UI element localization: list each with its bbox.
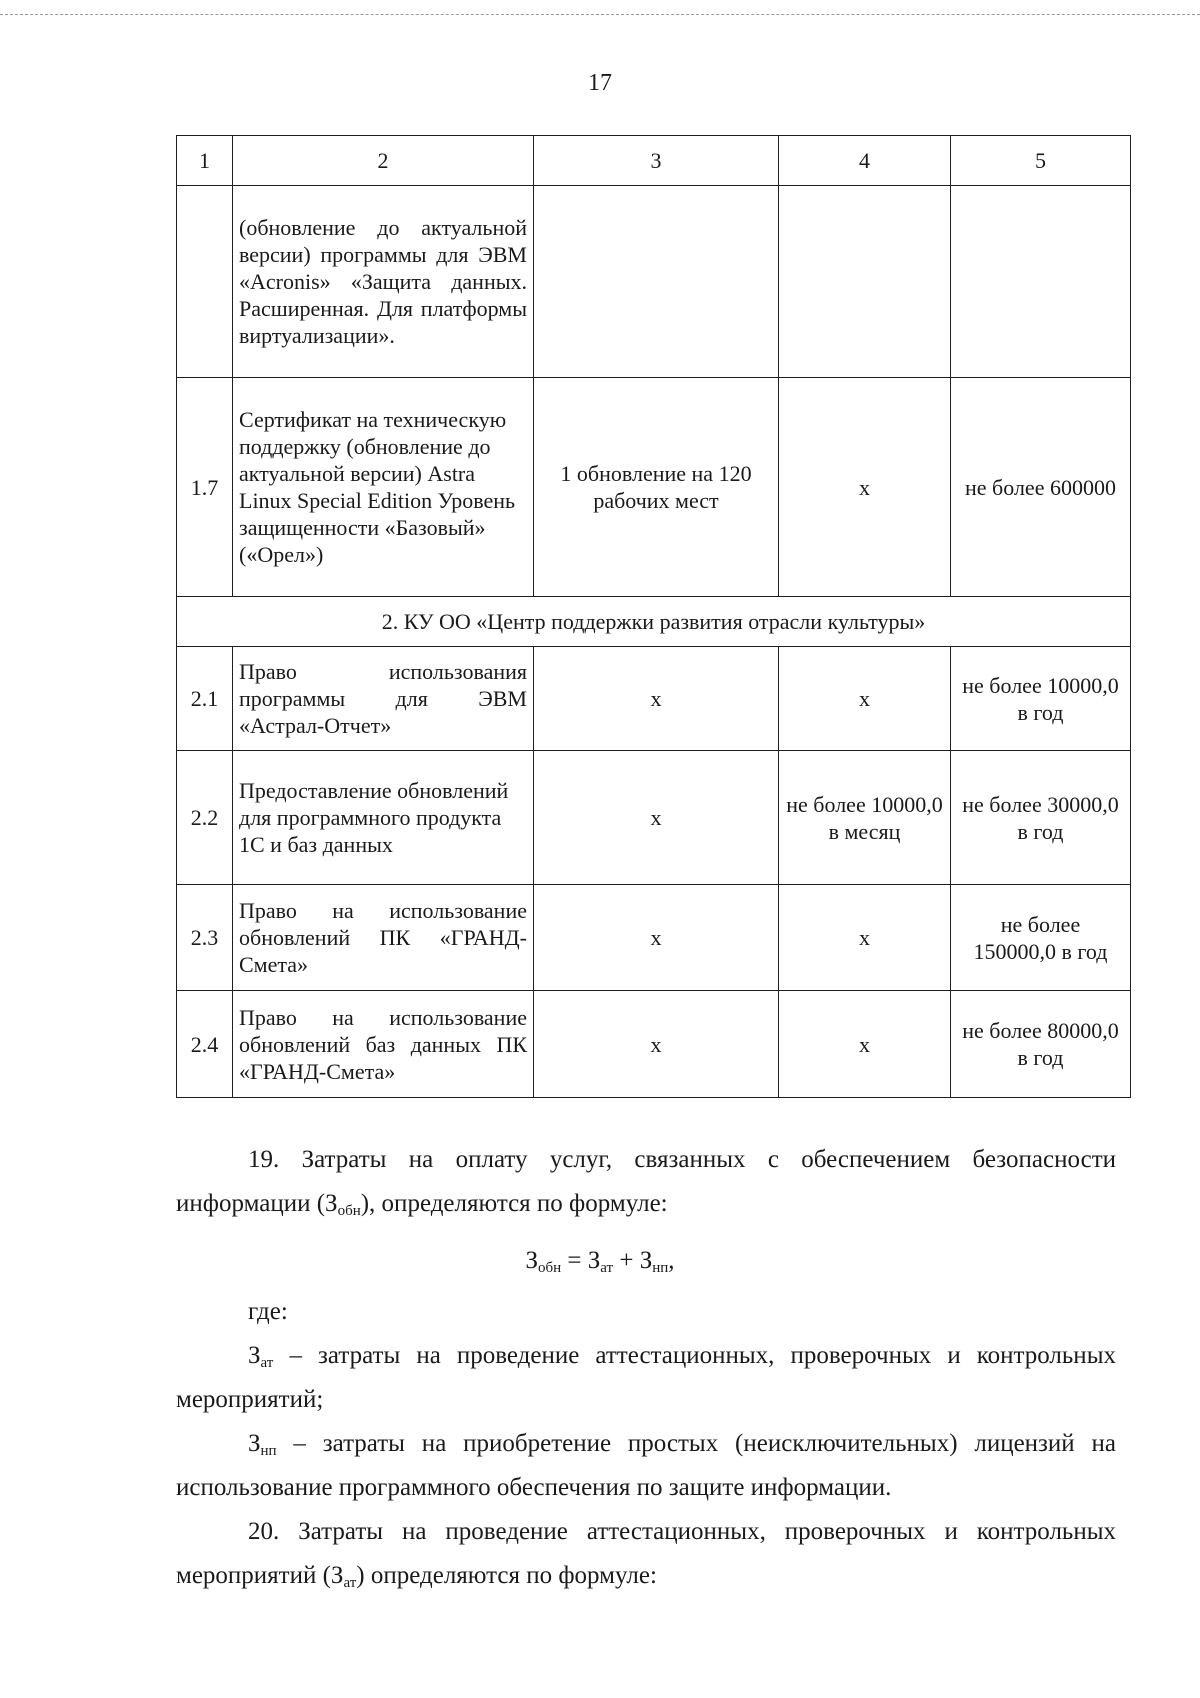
table-header-cell: 3 <box>534 136 779 186</box>
row-number <box>177 186 233 378</box>
row-col4: х <box>779 885 951 991</box>
table-header-cell: 4 <box>779 136 951 186</box>
row-name: Сертификат на техническую поддержку (обновление до актуальной версии) Astra Linux Special Edition Уровень защищенности «Базовый» («Орел») <box>233 378 534 597</box>
row-col4 <box>779 186 951 378</box>
definition-at <box>176 1334 1116 1422</box>
table-section-row <box>177 597 1131 647</box>
row-col4: не более 10000,0 в месяц <box>779 751 951 885</box>
row-name: Право на использование обновлений ПК «ГРАНД-Смета» <box>233 885 534 991</box>
row-col5: не более 10000,0 в год <box>951 647 1131 751</box>
paragraph-20-end: ) определяются по формуле: <box>356 1562 657 1589</box>
formula-end: , <box>668 1247 675 1274</box>
definition-at-subscript: ат <box>260 1355 274 1371</box>
table-header-cell: 5 <box>951 136 1131 186</box>
scan-edge-line <box>0 14 1200 15</box>
page-number: 17 <box>588 70 612 96</box>
definition-np-text: – затраты на приобретение простых (неисключительных) лицензий на использование программного обеспечения по защите информации. <box>176 1430 1116 1501</box>
row-number: 2.3 <box>177 885 233 991</box>
row-col5: не более 30000,0 в год <box>951 751 1131 885</box>
formula-eq: = З <box>561 1247 601 1274</box>
row-col5 <box>951 186 1131 378</box>
table-row <box>177 991 1131 1098</box>
table-header-cell: 2 <box>233 136 534 186</box>
paragraph-19-text: 19. Затраты на оплату услуг, связанных с обеспечением безопасности информации (З <box>176 1146 1116 1217</box>
paragraph-20 <box>176 1510 1116 1598</box>
formula-lhs: З <box>525 1247 538 1274</box>
row-quantity: х <box>534 885 779 991</box>
formula-plus: + З <box>613 1247 653 1274</box>
formula-lhs-subscript: обн <box>537 1260 562 1276</box>
table-row <box>177 378 1131 597</box>
definition-at-symbol: З <box>248 1342 261 1369</box>
definition-np-subscript: нп <box>260 1443 277 1459</box>
definition-np-symbol: З <box>248 1430 261 1457</box>
row-col5: не более 150000,0 в год <box>951 885 1131 991</box>
row-name: (обновление до актуальной версии) программы для ЭВМ «Acronis» «Защита данных. Расширенная. Для платформы виртуализации». <box>233 186 534 378</box>
where-label: где: <box>248 1298 288 1325</box>
row-number: 2.1 <box>177 647 233 751</box>
row-name: Предоставление обновлений для программного продукта 1С и баз данных <box>233 751 534 885</box>
row-quantity: 1 обновление на 120 рабочих мест <box>534 378 779 597</box>
table-row <box>177 885 1131 991</box>
row-name: Право на использование обновлений баз данных ПК «ГРАНД-Смета» <box>233 991 534 1098</box>
formula-zobn <box>0 1247 1200 1275</box>
row-col4: х <box>779 647 951 751</box>
specification-table <box>176 135 1131 1098</box>
row-col5: не более 600000 <box>951 378 1131 597</box>
definition-np <box>176 1422 1116 1510</box>
formula-term1-subscript: ат <box>600 1260 614 1276</box>
paragraph-20-text: 20. Затраты на проведение аттестационных, проверочных и контрольных мероприятий (З <box>176 1518 1116 1589</box>
subscript: ат <box>343 1575 357 1591</box>
row-col5: не более 80000,0 в год <box>951 991 1131 1098</box>
table-row <box>177 647 1131 751</box>
paragraph-19 <box>176 1138 1116 1226</box>
section-title: 2. КУ ОО «Центр поддержки развития отрасли культуры» <box>177 597 1131 647</box>
table-header-row <box>177 136 1131 186</box>
row-col4: х <box>779 991 951 1098</box>
table-header-cell: 1 <box>177 136 233 186</box>
row-number: 1.7 <box>177 378 233 597</box>
table-row <box>177 751 1131 885</box>
row-quantity: х <box>534 751 779 885</box>
row-quantity: х <box>534 991 779 1098</box>
row-col4: х <box>779 378 951 597</box>
row-name: Право использования программы для ЭВМ «Астрал-Отчет» <box>233 647 534 751</box>
row-number: 2.2 <box>177 751 233 885</box>
row-quantity: х <box>534 647 779 751</box>
row-quantity <box>534 186 779 378</box>
table-row <box>177 186 1131 378</box>
paragraph-19-end: ), определяются по формуле: <box>360 1190 668 1217</box>
formula-term2-subscript: нп <box>652 1260 669 1276</box>
subscript: обн <box>337 1203 361 1219</box>
row-number: 2.4 <box>177 991 233 1098</box>
definition-at-text: – затраты на проведение аттестационных, проверочных и контрольных мероприятий; <box>176 1342 1116 1413</box>
